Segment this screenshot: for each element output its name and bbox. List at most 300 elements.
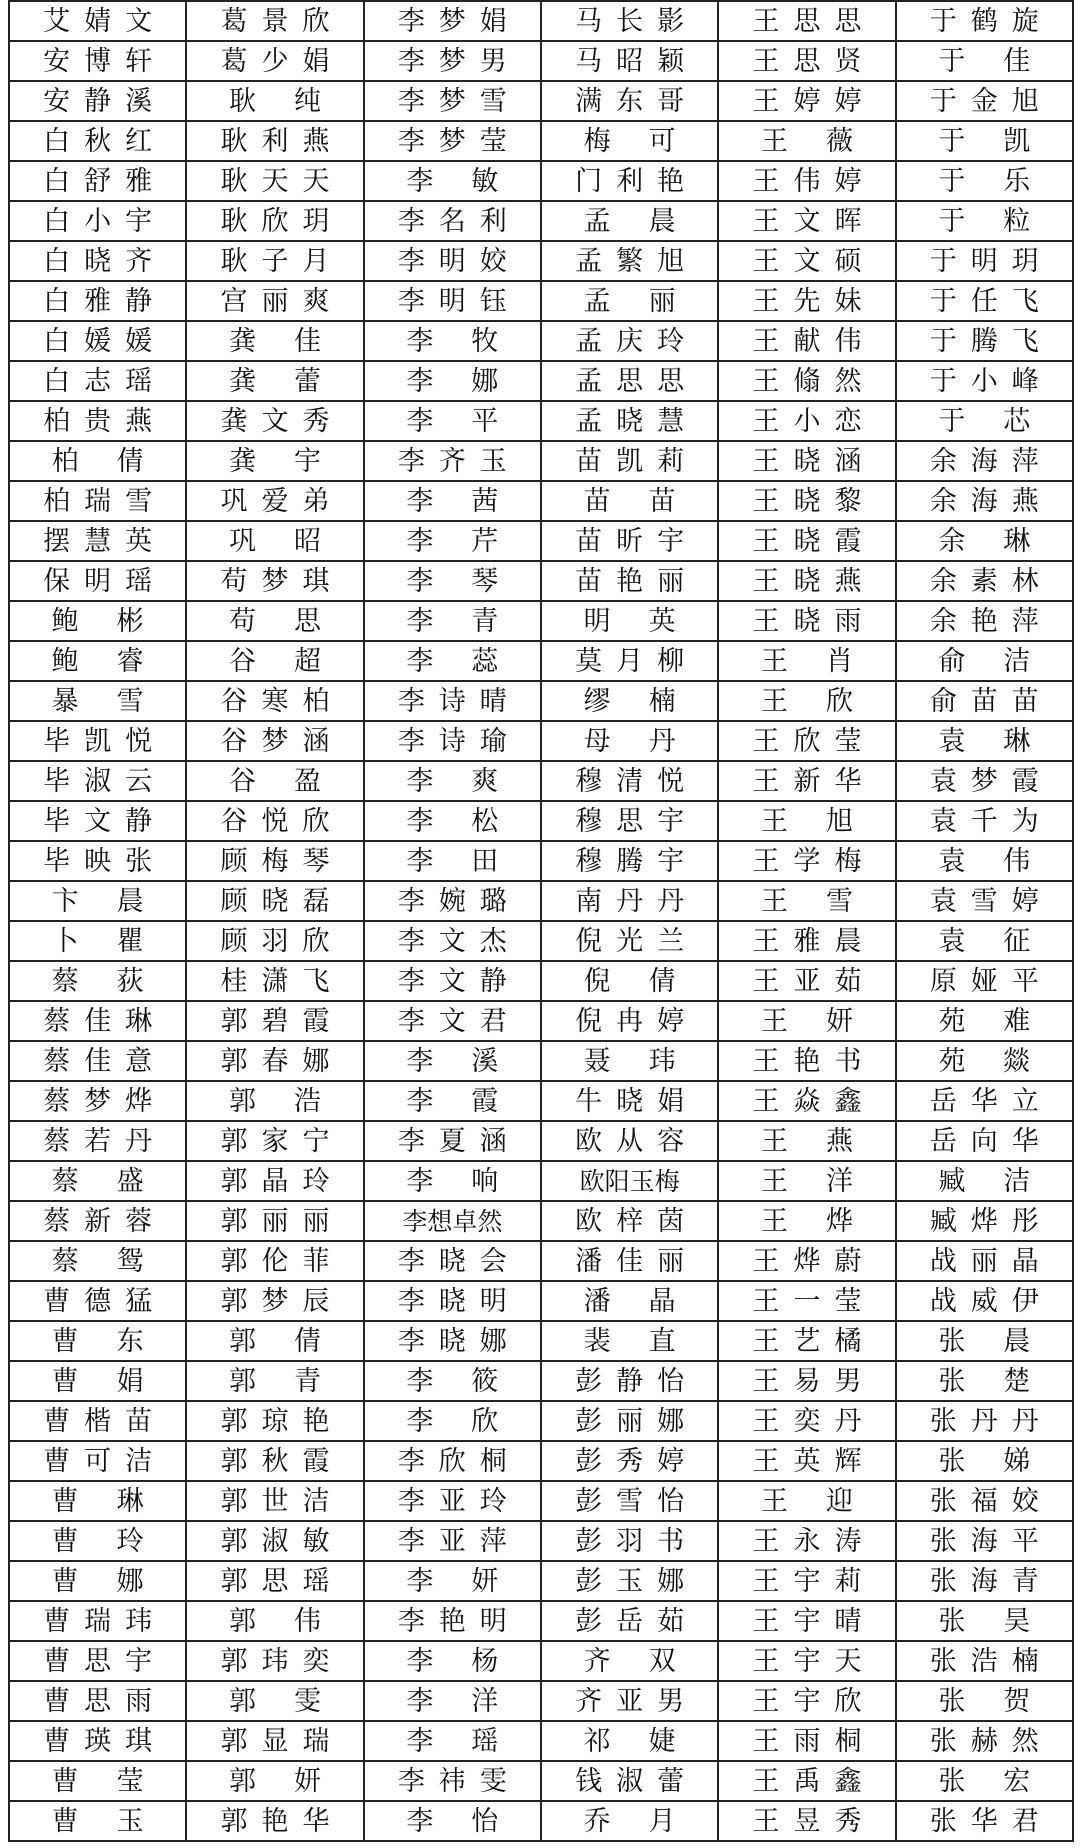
name-cell: [896, 361, 1073, 401]
name-cell: [364, 961, 541, 1001]
name-cell: [718, 1801, 895, 1841]
name-text: 欧梓茵: [575, 1205, 699, 1237]
name-text: 蔡新蓉: [43, 1205, 167, 1237]
table-row: [9, 921, 1073, 961]
name-text: 王洋: [760, 1165, 891, 1197]
name-text: 王晓霞: [752, 525, 876, 557]
name-cell: [186, 961, 363, 1001]
name-cell: [186, 1, 363, 41]
name-text: 宫丽爽: [220, 285, 344, 317]
name-text: 满东哥: [575, 85, 699, 117]
name-cell: [9, 1761, 186, 1801]
name-cell: [9, 1321, 186, 1361]
name-text: 王欣莹: [752, 725, 876, 757]
name-text: 李梦男: [397, 45, 521, 77]
name-cell: [718, 321, 895, 361]
name-cell: [9, 1801, 186, 1841]
name-text: 潘晶: [583, 1285, 714, 1317]
roster-body: [9, 1, 1073, 1841]
name-cell: [896, 1001, 1073, 1041]
name-cell: [718, 1481, 895, 1521]
name-text: 彭雪怡: [575, 1485, 699, 1517]
name-text: 张晨: [938, 1325, 1069, 1357]
name-cell: [9, 881, 186, 921]
name-text: 苑难: [938, 1005, 1069, 1037]
name-cell: [364, 681, 541, 721]
name-cell: [9, 1681, 186, 1721]
name-text: 王雨桐: [752, 1725, 876, 1757]
name-text: 郭梦辰: [220, 1285, 344, 1317]
name-text: 郭思瑶: [220, 1565, 344, 1597]
name-cell: [186, 281, 363, 321]
name-text: 乔月: [583, 1805, 714, 1837]
table-row: [9, 361, 1073, 401]
name-cell: [541, 841, 718, 881]
name-text: 李娜: [406, 365, 537, 397]
name-text: 郭青: [228, 1365, 359, 1397]
name-text: 牛晓娟: [575, 1085, 699, 1117]
name-cell: [718, 1761, 895, 1801]
name-text: 于任飞: [929, 285, 1053, 317]
name-text: 李梦雪: [397, 85, 521, 117]
name-text: 王宇天: [752, 1645, 876, 1677]
name-cell: [541, 641, 718, 681]
name-cell: [896, 81, 1073, 121]
name-text: 袁琳: [938, 725, 1069, 757]
table-row: [9, 1761, 1073, 1801]
name-text: 郭春娜: [220, 1045, 344, 1077]
table-row: [9, 1801, 1073, 1841]
name-text: 祁婕: [583, 1725, 714, 1757]
name-cell: [364, 1081, 541, 1121]
name-cell: [9, 241, 186, 281]
name-text: 李响: [406, 1165, 537, 1197]
name-cell: [364, 81, 541, 121]
name-cell: [364, 1561, 541, 1601]
name-cell: [9, 1201, 186, 1241]
table-row: [9, 1, 1073, 41]
name-cell: [896, 121, 1073, 161]
table-row: [9, 1041, 1073, 1081]
name-text: 李欣: [406, 1405, 537, 1437]
name-cell: [718, 801, 895, 841]
name-cell: [541, 1401, 718, 1441]
name-cell: [186, 441, 363, 481]
name-text: 母丹: [583, 725, 714, 757]
name-cell: [541, 321, 718, 361]
name-cell: [186, 1121, 363, 1161]
name-text: 于粒: [938, 205, 1069, 237]
name-cell: [364, 241, 541, 281]
name-cell: [186, 201, 363, 241]
name-cell: [364, 1121, 541, 1161]
name-text: 耿利燕: [220, 125, 344, 157]
name-text: 李想卓然: [402, 1206, 503, 1236]
name-text: 安静溪: [43, 85, 167, 117]
name-text: 李文杰: [397, 925, 521, 957]
name-cell: [9, 281, 186, 321]
name-text: 李婉璐: [397, 885, 521, 917]
name-text: 谷盈: [228, 765, 359, 797]
name-text: 柏瑞雪: [43, 485, 167, 517]
name-cell: [718, 1521, 895, 1561]
name-cell: [364, 1, 541, 41]
name-text: 李明钰: [397, 285, 521, 317]
name-cell: [364, 1001, 541, 1041]
name-text: 李诗瑜: [397, 725, 521, 757]
name-cell: [364, 1481, 541, 1521]
name-cell: [718, 1, 895, 41]
table-row: [9, 1401, 1073, 1441]
name-text: 王文硕: [752, 245, 876, 277]
name-text: 白舒雅: [43, 165, 167, 197]
name-cell: [364, 1681, 541, 1721]
name-cell: [718, 1121, 895, 1161]
name-cell: [541, 1161, 718, 1201]
name-text: 欧阳玉梅: [579, 1166, 680, 1196]
name-text: 欧从容: [575, 1125, 699, 1157]
name-text: 李怡: [406, 1805, 537, 1837]
name-text: 李杨: [406, 1645, 537, 1677]
table-row: [9, 481, 1073, 521]
table-row: [9, 841, 1073, 881]
name-cell: [9, 1721, 186, 1761]
name-text: 毕文静: [43, 805, 167, 837]
name-text: 王晓涵: [752, 445, 876, 477]
name-text: 余艳萍: [929, 605, 1053, 637]
name-text: 王烨蔚: [752, 1245, 876, 1277]
name-text: 郭倩: [228, 1325, 359, 1357]
name-cell: [718, 1001, 895, 1041]
name-cell: [9, 721, 186, 761]
name-cell: [541, 881, 718, 921]
table-row: [9, 761, 1073, 801]
table-row: [9, 521, 1073, 561]
name-cell: [9, 1121, 186, 1161]
name-cell: [9, 961, 186, 1001]
name-text: 艾婧文: [43, 5, 167, 37]
name-text: 龚佳: [228, 325, 359, 357]
name-text: 李霞: [406, 1085, 537, 1117]
name-cell: [541, 601, 718, 641]
name-text: 柏贵燕: [43, 405, 167, 437]
name-text: 曹娜: [51, 1565, 182, 1597]
name-cell: [364, 1321, 541, 1361]
name-cell: [186, 1281, 363, 1321]
name-text: 桂潇飞: [220, 965, 344, 997]
name-cell: [186, 1681, 363, 1721]
name-cell: [186, 721, 363, 761]
name-text: 曹思雨: [43, 1685, 167, 1717]
name-cell: [541, 1241, 718, 1281]
name-text: 王小恋: [752, 405, 876, 437]
name-cell: [364, 201, 541, 241]
name-cell: [364, 1801, 541, 1841]
table-row: [9, 681, 1073, 721]
name-text: 曹莹: [51, 1765, 182, 1797]
name-text: 李蕊: [406, 645, 537, 677]
name-cell: [9, 81, 186, 121]
name-cell: [718, 721, 895, 761]
name-text: 余素林: [929, 565, 1053, 597]
name-cell: [364, 1161, 541, 1201]
name-text: 李爽: [406, 765, 537, 797]
name-cell: [541, 41, 718, 81]
name-cell: [186, 801, 363, 841]
name-text: 王焱鑫: [752, 1085, 876, 1117]
name-cell: [9, 361, 186, 401]
name-text: 俞洁: [938, 645, 1069, 677]
name-text: 李筱: [406, 1365, 537, 1397]
name-cell: [541, 1561, 718, 1601]
name-cell: [718, 481, 895, 521]
name-text: 李晓娜: [397, 1325, 521, 1357]
name-text: 郭世洁: [220, 1485, 344, 1517]
name-cell: [364, 1361, 541, 1401]
name-text: 张福姣: [929, 1485, 1053, 1517]
table-row: [9, 41, 1073, 81]
name-text: 曹瑞玮: [43, 1605, 167, 1637]
table-row: [9, 161, 1073, 201]
name-cell: [9, 1241, 186, 1281]
name-cell: [186, 1361, 363, 1401]
name-text: 龚文秀: [220, 405, 344, 437]
table-row: [9, 281, 1073, 321]
name-cell: [186, 601, 363, 641]
name-cell: [186, 81, 363, 121]
name-text: 彭羽书: [575, 1525, 699, 1557]
name-cell: [186, 641, 363, 681]
name-text: 王宇莉: [752, 1565, 876, 1597]
name-text: 李松: [406, 805, 537, 837]
name-text: 孟思思: [575, 365, 699, 397]
name-text: 郭晶玲: [220, 1165, 344, 1197]
name-text: 张华君: [929, 1805, 1053, 1837]
name-text: 王薇: [760, 125, 891, 157]
name-text: 王文晖: [752, 205, 876, 237]
name-text: 孟丽: [583, 285, 714, 317]
name-cell: [9, 481, 186, 521]
name-cell: [9, 1001, 186, 1041]
name-text: 彭秀婷: [575, 1445, 699, 1477]
table-row: [9, 401, 1073, 441]
name-text: 李青: [406, 605, 537, 637]
name-text: 李艳明: [397, 1605, 521, 1637]
name-cell: [364, 721, 541, 761]
name-text: 于金旭: [929, 85, 1053, 117]
name-cell: [364, 641, 541, 681]
name-text: 于芯: [938, 405, 1069, 437]
name-text: 齐双: [583, 1645, 714, 1677]
name-cell: [186, 1801, 363, 1841]
name-cell: [9, 761, 186, 801]
name-cell: [896, 201, 1073, 241]
name-cell: [896, 761, 1073, 801]
name-text: 彭丽娜: [575, 1405, 699, 1437]
name-text: 郭显瑞: [220, 1725, 344, 1757]
name-text: 余琳: [938, 525, 1069, 557]
name-cell: [718, 281, 895, 321]
name-cell: [541, 1521, 718, 1561]
table-row: [9, 201, 1073, 241]
name-cell: [541, 681, 718, 721]
name-cell: [541, 121, 718, 161]
name-text: 郭浩: [228, 1085, 359, 1117]
name-text: 岳向华: [929, 1125, 1053, 1157]
name-text: 郭秋霞: [220, 1445, 344, 1477]
name-text: 白秋红: [43, 125, 167, 157]
name-cell: [896, 561, 1073, 601]
name-cell: [9, 1441, 186, 1481]
name-cell: [541, 721, 718, 761]
name-text: 卞晨: [51, 885, 182, 917]
name-text: 蔡梦烨: [43, 1085, 167, 1117]
table-row: [9, 881, 1073, 921]
name-text: 王奕丹: [752, 1405, 876, 1437]
name-cell: [896, 681, 1073, 721]
name-text: 曹瑛琪: [43, 1725, 167, 1757]
name-cell: [718, 1321, 895, 1361]
name-cell: [718, 521, 895, 561]
name-text: 王昱秀: [752, 1805, 876, 1837]
name-cell: [9, 441, 186, 481]
name-cell: [896, 1641, 1073, 1681]
name-cell: [896, 401, 1073, 441]
name-cell: [718, 921, 895, 961]
name-cell: [9, 121, 186, 161]
name-text: 白晓齐: [43, 245, 167, 277]
name-cell: [364, 841, 541, 881]
table-row: [9, 1641, 1073, 1681]
name-cell: [186, 881, 363, 921]
name-text: 王伟婷: [752, 165, 876, 197]
name-text: 莫月柳: [575, 645, 699, 677]
name-text: 李祎雯: [397, 1765, 521, 1797]
name-cell: [541, 1, 718, 41]
name-text: 王禹鑫: [752, 1765, 876, 1797]
name-cell: [186, 921, 363, 961]
name-cell: [718, 1561, 895, 1601]
name-text: 顾梅琴: [220, 845, 344, 877]
name-text: 李晓会: [397, 1245, 521, 1277]
name-cell: [896, 1041, 1073, 1081]
name-text: 郭艳华: [220, 1805, 344, 1837]
name-cell: [364, 801, 541, 841]
name-cell: [896, 321, 1073, 361]
name-cell: [9, 841, 186, 881]
name-text: 王思贤: [752, 45, 876, 77]
name-text: 李牧: [406, 325, 537, 357]
name-text: 苗艳丽: [575, 565, 699, 597]
name-cell: [718, 681, 895, 721]
name-cell: [364, 881, 541, 921]
name-text: 暴雪: [51, 685, 182, 717]
name-text: 倪倩: [583, 965, 714, 997]
name-text: 王妍: [760, 1005, 891, 1037]
table-row: [9, 1481, 1073, 1521]
name-cell: [896, 1681, 1073, 1721]
name-cell: [364, 761, 541, 801]
name-cell: [541, 1681, 718, 1721]
name-cell: [896, 1121, 1073, 1161]
name-cell: [186, 1721, 363, 1761]
name-cell: [186, 41, 363, 81]
table-row: [9, 1681, 1073, 1721]
name-cell: [364, 1601, 541, 1641]
name-text: 王烨: [760, 1205, 891, 1237]
name-cell: [364, 1201, 541, 1241]
name-text: 葛少娟: [220, 45, 344, 77]
name-cell: [541, 961, 718, 1001]
name-text: 门利艳: [575, 165, 699, 197]
name-text: 郭玮奕: [220, 1645, 344, 1677]
name-cell: [186, 161, 363, 201]
name-cell: [718, 161, 895, 201]
name-cell: [186, 121, 363, 161]
table-row: [9, 601, 1073, 641]
name-text: 巩爱弟: [220, 485, 344, 517]
name-cell: [541, 1721, 718, 1761]
name-text: 李晓明: [397, 1285, 521, 1317]
name-cell: [896, 1521, 1073, 1561]
name-text: 白雅静: [43, 285, 167, 317]
name-text: 曹娟: [51, 1365, 182, 1397]
name-cell: [9, 601, 186, 641]
name-text: 郭伦菲: [220, 1245, 344, 1277]
name-text: 谷梦涵: [220, 725, 344, 757]
name-text: 蔡若丹: [43, 1125, 167, 1157]
name-text: 李田: [406, 845, 537, 877]
name-text: 马昭颖: [575, 45, 699, 77]
name-cell: [541, 521, 718, 561]
name-cell: [541, 1201, 718, 1241]
table-row: [9, 1321, 1073, 1361]
name-cell: [896, 1801, 1073, 1841]
name-cell: [364, 1761, 541, 1801]
name-text: 白小宇: [43, 205, 167, 237]
table-row: [9, 1161, 1073, 1201]
name-cell: [541, 401, 718, 441]
name-text: 谷悦欣: [220, 805, 344, 837]
name-text: 蔡盛: [51, 1165, 182, 1197]
name-cell: [9, 321, 186, 361]
name-cell: [541, 1481, 718, 1521]
table-row: [9, 121, 1073, 161]
name-text: 岳华立: [929, 1085, 1053, 1117]
name-text: 耿纯: [228, 85, 359, 117]
table-row: [9, 1241, 1073, 1281]
name-text: 余海燕: [929, 485, 1053, 517]
name-text: 倪光兰: [575, 925, 699, 957]
name-cell: [718, 361, 895, 401]
name-text: 苟梦琪: [220, 565, 344, 597]
name-cell: [9, 1361, 186, 1401]
name-text: 蔡荻: [51, 965, 182, 997]
name-text: 龚宇: [228, 445, 359, 477]
name-cell: [364, 361, 541, 401]
name-text: 于乐: [938, 165, 1069, 197]
name-cell: [718, 1641, 895, 1681]
name-cell: [541, 761, 718, 801]
name-text: 王思思: [752, 5, 876, 37]
name-cell: [9, 1521, 186, 1561]
name-cell: [718, 841, 895, 881]
name-cell: [186, 1601, 363, 1641]
name-cell: [186, 1561, 363, 1601]
name-cell: [541, 1441, 718, 1481]
table-row: [9, 801, 1073, 841]
name-text: 摆慧英: [43, 525, 167, 557]
